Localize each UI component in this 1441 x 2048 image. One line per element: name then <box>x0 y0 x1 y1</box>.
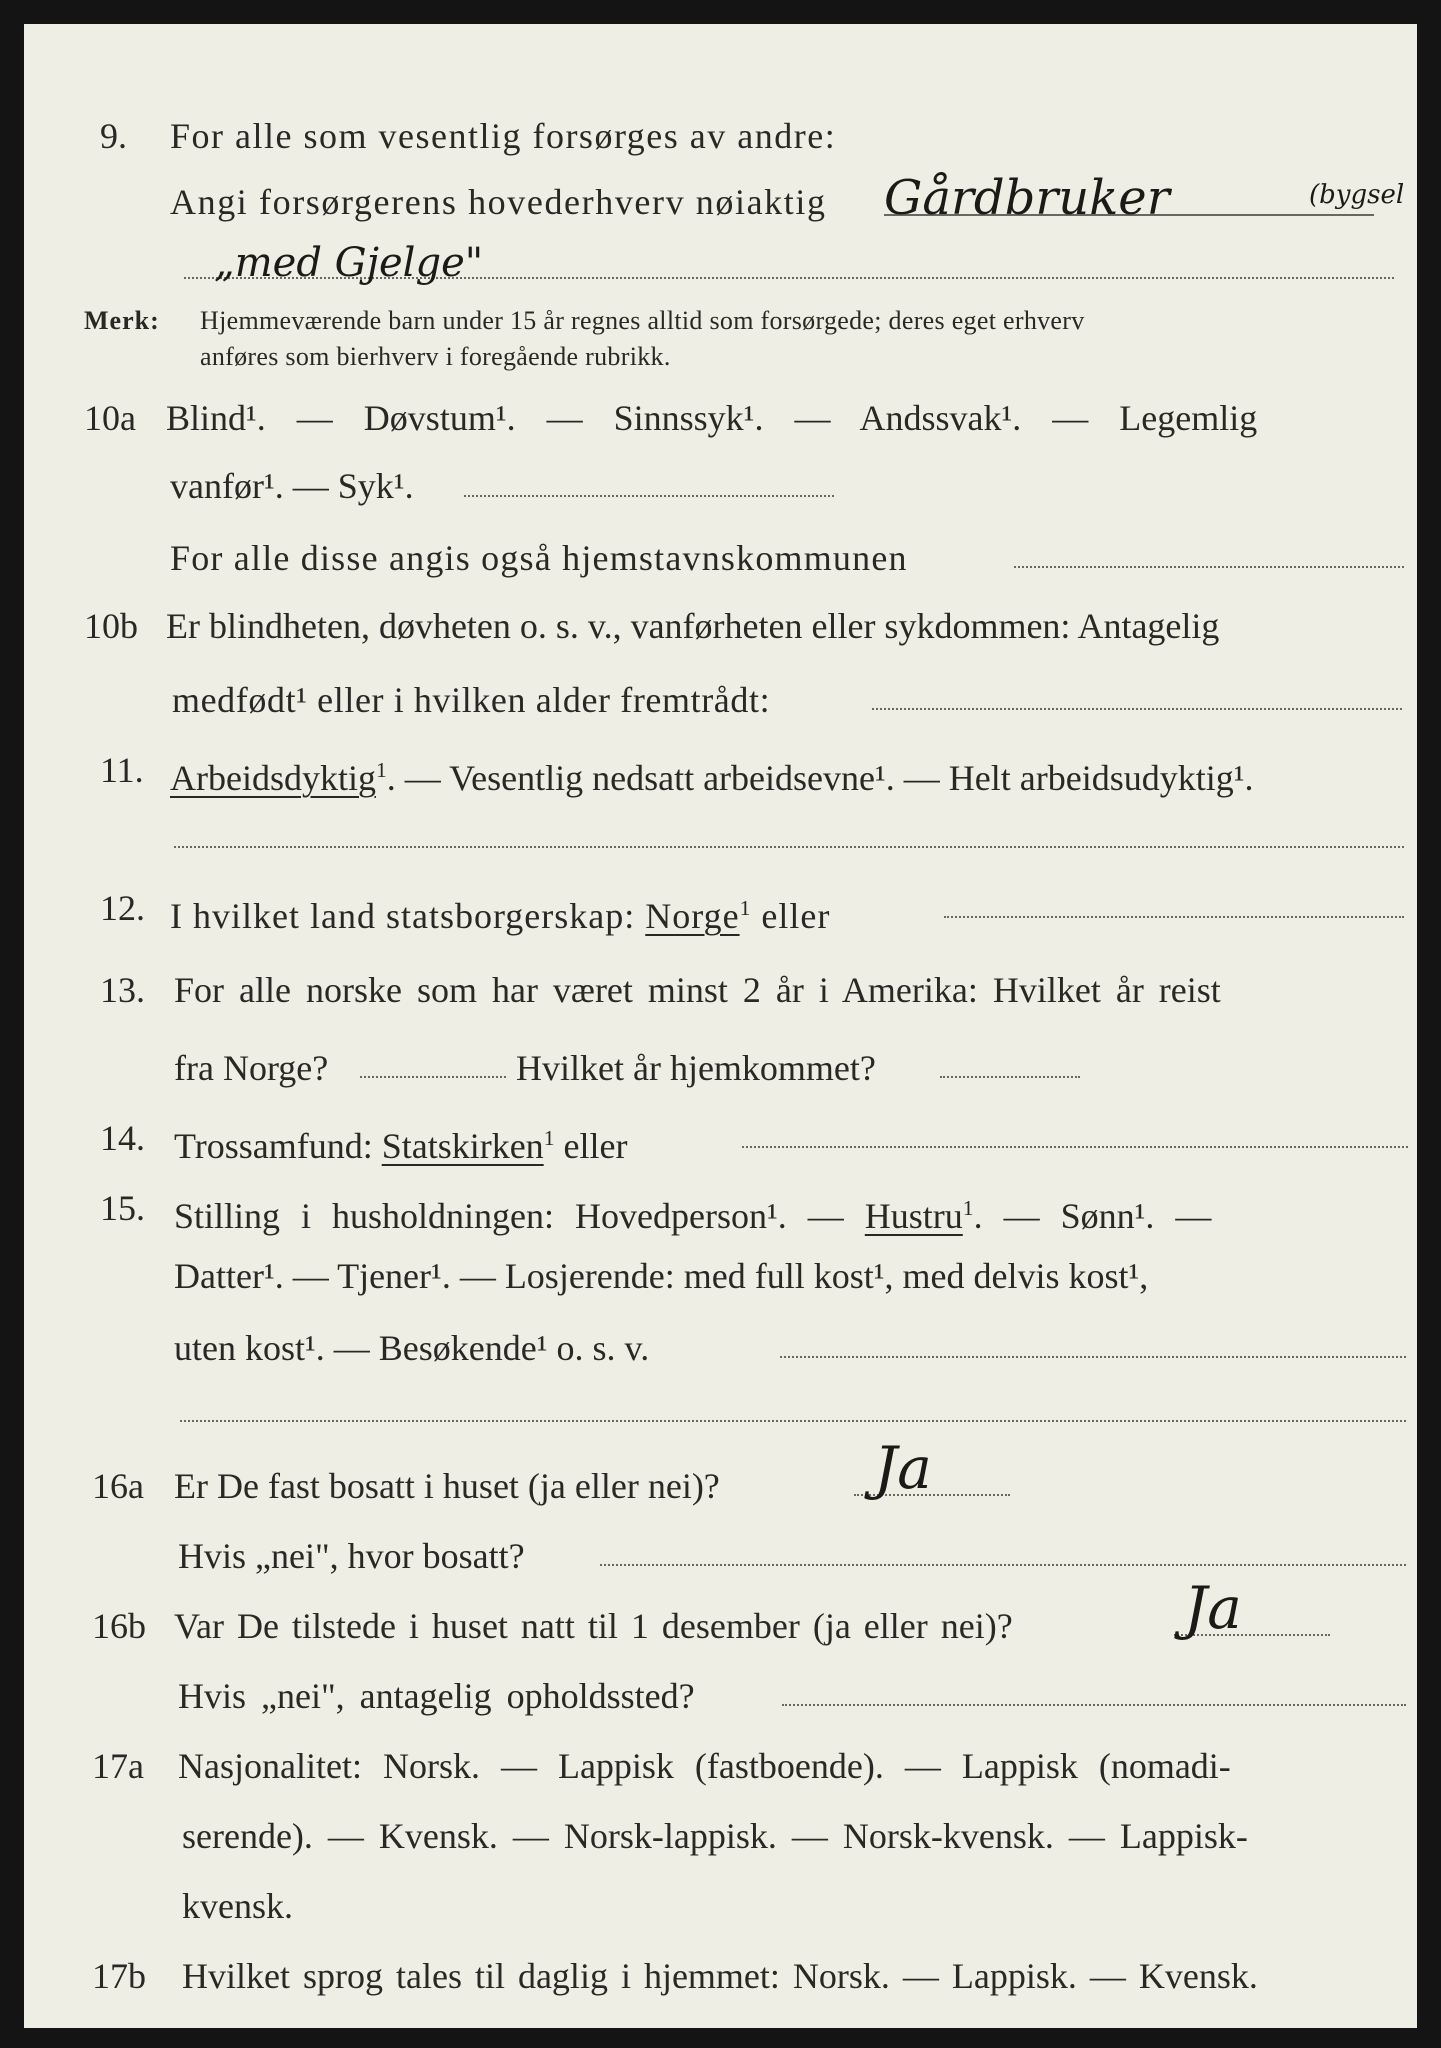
q12-question: I hvilket land statsborgerskap: <box>170 896 646 936</box>
q9-handwritten-answer: Gårdbruker <box>884 170 1170 226</box>
q10a-answer-line <box>464 495 834 497</box>
q16b-answer-line-2 <box>782 1704 1406 1706</box>
q11-selected-option: Arbeidsdyktig <box>170 758 376 798</box>
q16b-line2: Hvis „nei", antagelig opholdssted? <box>178 1676 695 1716</box>
q16a-handwritten-answer: Ja <box>874 1434 932 1502</box>
q11-rest: . — Vesentlig nedsatt arbeidsevne¹. — Helt arbeidsudyktig¹. <box>386 758 1254 798</box>
q17a-line1: Nasjonalitet: Norsk. — Lappisk (fastboende). — Lappisk (nomadi- <box>178 1746 1231 1786</box>
q16a-answer-line-2 <box>600 1564 1406 1566</box>
q13-number: 13. <box>100 970 145 1010</box>
q10a-number: 10a <box>84 398 136 438</box>
q9-line1: For alle som vesentlig forsørges av andre: <box>170 116 837 156</box>
q11-sup1: 1 <box>375 758 387 782</box>
q12-after: eller <box>751 896 831 936</box>
census-form-page <box>24 24 1417 2028</box>
q14-after: eller <box>554 1126 628 1166</box>
q10a-line2: vanfør¹. — Syk¹. <box>170 466 414 506</box>
q15-answer-line-2 <box>180 1420 1406 1422</box>
q15-selected-option: Hustru <box>864 1196 963 1236</box>
q14-answer-line <box>742 1146 1408 1148</box>
q12-sup: 1 <box>739 896 752 920</box>
q15-line1 <box>174 1186 1211 1238</box>
q14-number: 14. <box>100 1118 145 1158</box>
q13-answer-line-2 <box>940 1076 1080 1078</box>
q11-line1 <box>170 748 1254 800</box>
q9-line2: Angi forsørgerens hovederhverv nøiaktig <box>170 182 827 222</box>
q15-l1b: . — Sønn¹. — <box>973 1196 1212 1236</box>
q9-handwritten-answer-2: „med Gjelge" <box>214 240 484 286</box>
merk-line2: anføres som bierhverv i foregående rubrikk. <box>200 342 671 371</box>
q10b-line1: Er blindheten, døvheten o. s. v., vanførheten eller sykdommen: Antagelig <box>166 606 1220 646</box>
q16b-line1: Var De tilstede i huset natt til 1 desember (ja eller nei)? <box>174 1606 1013 1646</box>
merk-line1: Hjemmeværende barn under 15 år regnes alltid som forsørgede; deres eget erhverv <box>200 306 1085 335</box>
q10b-line2: medfødt¹ eller i hvilken alder fremtrådt: <box>172 680 771 720</box>
q17b-number: 17b <box>92 1956 146 1996</box>
q9-handwritten-answer-suffix: (bygsel <box>1309 180 1405 210</box>
q15-sup: 1 <box>962 1196 974 1220</box>
q17a-number: 17a <box>92 1746 144 1786</box>
q10a-line3: For alle disse angis også hjemstavnskommunen <box>170 538 908 578</box>
q14-line1 <box>174 1116 627 1168</box>
q12-line1 <box>170 886 830 938</box>
q11-answer-line <box>174 846 1404 848</box>
q16a-line1: Er De fast bosatt i huset (ja eller nei)? <box>174 1466 720 1506</box>
q15-line2: Datter¹. — Tjener¹. — Losjerende: med full kost¹, med delvis kost¹, <box>174 1256 1149 1296</box>
merk-label: Merk: <box>84 306 160 335</box>
q9-number: 9. <box>100 116 127 156</box>
q14-question: Trossamfund: <box>174 1126 382 1166</box>
q14-selected-option: Statskirken <box>381 1126 544 1166</box>
q15-line3: uten kost¹. — Besøkende¹ o. s. v. <box>174 1328 650 1368</box>
q15-answer-line <box>780 1356 1406 1358</box>
q12-number: 12. <box>100 888 145 928</box>
q10a-line1: Blind¹. — Døvstum¹. — Sinnssyk¹. — Andssvak¹. — Legemlig <box>166 398 1258 438</box>
q13-answer-line-1 <box>360 1076 506 1078</box>
q11-number: 11. <box>100 750 144 790</box>
q10a-answer-line-2 <box>1014 566 1404 568</box>
q12-selected-option: Norge <box>645 896 740 936</box>
q10b-number: 10b <box>84 606 138 646</box>
q17a-line3: kvensk. <box>182 1886 293 1926</box>
q15-l1a: Stilling i husholdningen: Hovedperson¹. — <box>174 1196 865 1236</box>
q12-answer-line <box>944 916 1404 918</box>
q16b-number: 16b <box>92 1606 146 1646</box>
q16a-number: 16a <box>92 1466 144 1506</box>
q17a-line2: serende). — Kvensk. — Norsk-lappisk. — Norsk-kvensk. — Lappisk- <box>182 1816 1248 1856</box>
q15-number: 15. <box>100 1188 145 1228</box>
q16a-line2: Hvis „nei", hvor bosatt? <box>178 1536 525 1576</box>
q16b-handwritten-answer: Ja <box>1184 1574 1242 1642</box>
q13-line2a: fra Norge? <box>174 1048 329 1088</box>
q13-line2b: Hvilket år hjemkommet? <box>516 1048 876 1088</box>
q17b-line1: Hvilket sprog tales til daglig i hjemmet: Norsk. — Lappisk. — Kvensk. <box>182 1956 1258 1996</box>
q14-sup: 1 <box>543 1126 555 1150</box>
q13-line1: For alle norske som har været minst 2 år i Amerika: Hvilket år reist <box>174 970 1221 1010</box>
q10b-answer-line <box>872 708 1402 710</box>
